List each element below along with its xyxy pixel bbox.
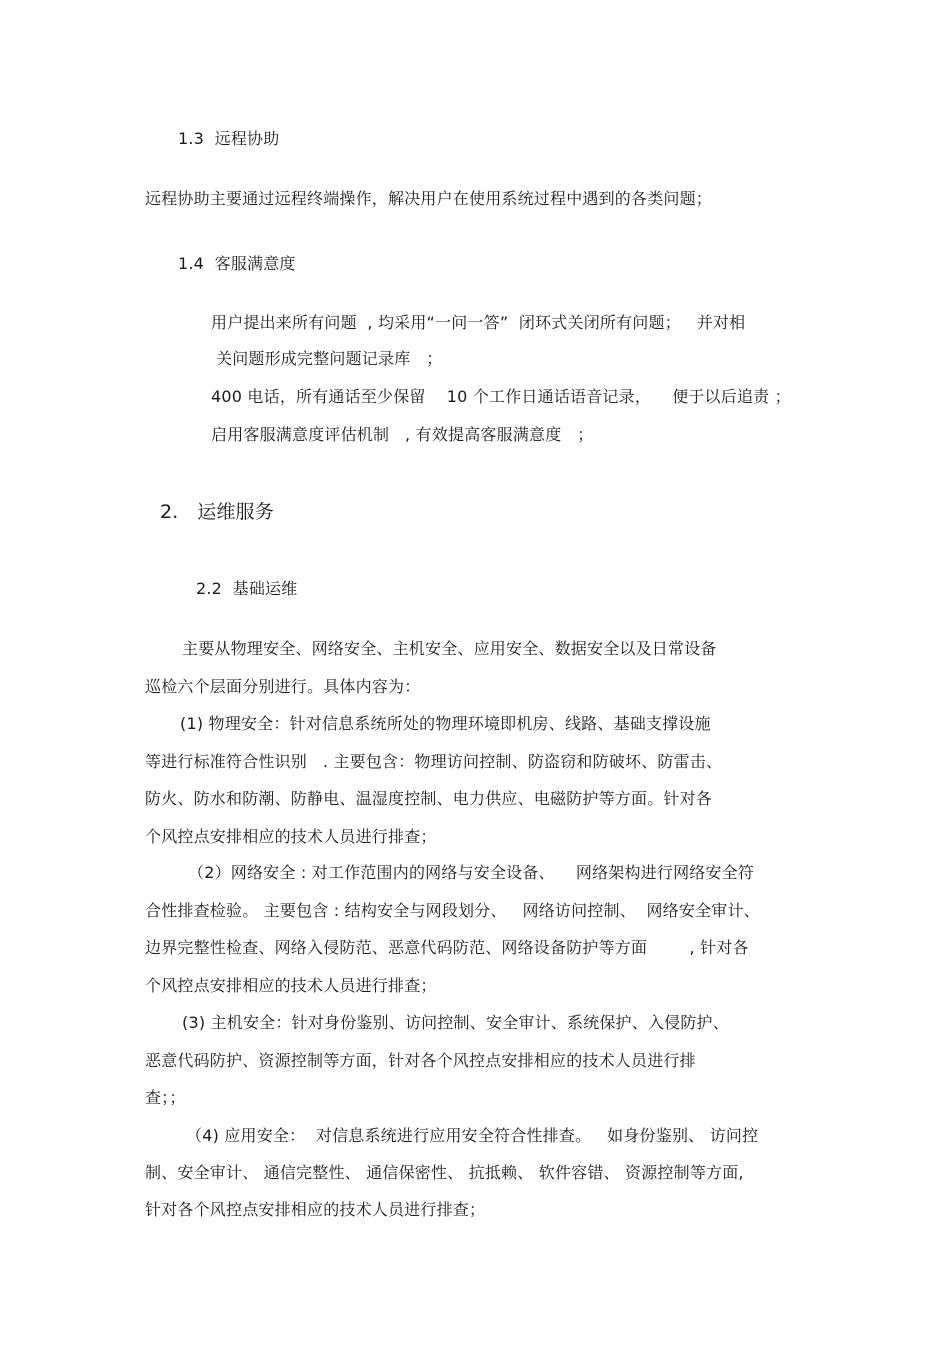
- paragraph-line: 恶意代码防护、资源控制等方面，针对各个风控点安排相应的技术人员进行排: [145, 1051, 696, 1070]
- paragraph-line: 巡检六个层面分别进行。具体内容为：: [145, 677, 421, 696]
- paragraph-line: 制、安全审计、 通信完整性、 通信保密性、 抗抵赖、 软件容错、 资源控制等方面,: [145, 1163, 744, 1182]
- paragraph-line: （4) 应用安全： 对信息系统进行应用安全符合性排查。 如身份鉴别、 访问控: [186, 1126, 759, 1145]
- chapter-heading-2: 2. 运维服务: [160, 501, 275, 523]
- paragraph-line: 针对各个风控点安排相应的技术人员进行排查；: [145, 1200, 486, 1219]
- section-heading-1-3: 1.3 远程协助: [178, 129, 280, 148]
- section-heading-1-4: 1.4 客服满意度: [178, 254, 296, 273]
- paragraph-line: 合性排查检验。 主要包含 : 结构安全与网段划分、 网络访问控制、 网络安全审计、: [145, 901, 760, 920]
- paragraph-line: (3) 主机安全：针对身份鉴别、访问控制、安全审计、系统保护、入侵防护、: [182, 1013, 729, 1032]
- paragraph-line: （2）网络安全 : 对工作范围内的网络与安全设备、 网络架构进行网络安全符: [188, 863, 755, 882]
- paragraph-line: 个风控点安排相应的技术人员进行排查；: [145, 827, 437, 846]
- paragraph-line: 边界完整性检查、网络入侵防范、恶意代码防范、网络设备防护等方面 , 针对各: [145, 938, 749, 957]
- paragraph-line: 远程协助主要通过远程终端操作，解决用户在使用系统过程中遇到的各类问题；: [145, 189, 713, 208]
- paragraph-line: 防火、防水和防潮、防静电、温湿度控制、电力供应、电磁防护等方面。针对各: [145, 789, 713, 808]
- paragraph-line: 等进行标准符合性识别 . 主要包含：物理访问控制、防盗窃和防破坏、防雷击、: [145, 752, 723, 771]
- paragraph-line: 400 电话，所有通话至少保留 10 个工作日通话语音记录， 便于以后追责 ；: [211, 387, 791, 406]
- paragraph-line: 查；；: [145, 1088, 186, 1107]
- paragraph-line: 用户提出来所有问题 , 均采用“一问一答” 闭环式关闭所有问题； 并对相: [211, 313, 746, 332]
- section-heading-2-2: 2.2 基础运维: [196, 579, 298, 598]
- paragraph-line: 个风控点安排相应的技术人员进行排查；: [145, 976, 437, 995]
- paragraph-line: 主要从物理安全、网络安全、主机安全、应用安全、数据安全以及日常设备: [182, 639, 717, 658]
- paragraph-line: 启用客服满意度评估机制 , 有效提高客服满意度 ；: [211, 425, 594, 444]
- paragraph-line: 关问题形成完整问题记录库 ；: [216, 349, 443, 368]
- paragraph-line: (1) 物理安全：针对信息系统所处的物理环境即机房、线路、基础支撑设施: [180, 714, 711, 733]
